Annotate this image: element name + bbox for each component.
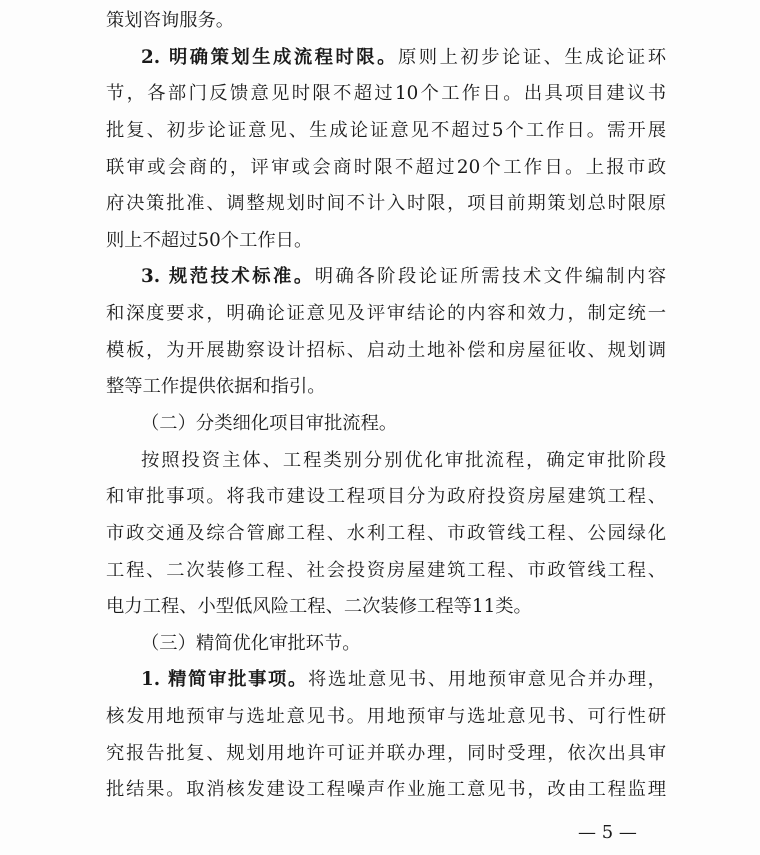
text-line	[106, 185, 666, 222]
text-line	[106, 478, 666, 515]
text-line	[106, 295, 666, 332]
text-line	[106, 698, 666, 735]
text-line	[106, 222, 666, 259]
text-line	[106, 112, 666, 149]
text-line	[106, 368, 666, 405]
line-text: 市政交通及综合管廊工程、水利工程、市政管线工程、公园绿化	[106, 523, 666, 544]
text-line	[106, 588, 666, 625]
section-heading	[141, 405, 666, 442]
text-line	[106, 332, 666, 369]
numbered-paragraph-heading	[141, 661, 666, 698]
line-text: 核发用地预审与选址意见书。用地预审与选址意见书、可行性研	[106, 706, 666, 727]
line-text: 策划咨询服务。	[106, 10, 235, 31]
section-heading-text: （三）精简优化审批环节。	[141, 633, 361, 654]
line-text: 按照投资主体、工程类别分别优化审批流程，确定审批阶段	[141, 450, 666, 471]
line-text: 工程、二次装修工程、社会投资房屋建筑工程、市政管线工程、	[106, 560, 666, 581]
section-heading-text: （二）分类细化项目审批流程。	[141, 413, 398, 434]
text-line	[106, 515, 666, 552]
text-line	[106, 771, 666, 808]
line-text: 明确各阶段论证所需技术文件编制内容	[314, 266, 666, 287]
section-heading	[141, 625, 666, 662]
line-text: 模板，为开展勘察设计招标、启动土地补偿和房屋征收、规划调	[106, 340, 666, 361]
line-text: 整等工作提供依据和指引。	[106, 376, 326, 397]
numbered-paragraph-heading	[141, 258, 666, 295]
numbered-paragraph-heading	[141, 39, 666, 76]
text-line	[141, 442, 666, 479]
text-line	[106, 2, 666, 39]
item-heading: 2. 明确策划生成流程时限。	[141, 47, 398, 68]
line-text: 府决策批准、调整规划时间不计入时限，项目前期策划总时限原	[106, 193, 666, 214]
line-text: 和审批事项。将我市建设工程项目分为政府投资房屋建筑工程、	[106, 486, 666, 507]
line-text: 联审或会商的，评审或会商时限不超过20个工作日。上报市政	[106, 157, 666, 178]
item-heading: 1. 精简审批事项。	[141, 669, 309, 690]
line-text: 批结果。取消核发建设工程噪声作业施工意见书，改由工程监理	[106, 779, 666, 800]
item-heading: 3. 规范技术标准。	[141, 266, 315, 287]
line-text: 电力工程、小型低风险工程、二次装修工程等11类。	[106, 596, 532, 617]
line-text: 原则上初步论证、生成论证环	[397, 47, 666, 68]
text-line	[106, 552, 666, 589]
line-text: 批复、初步论证意见、生成论证意见不超过5个工作日。需开展	[106, 120, 666, 141]
line-text: 将选址意见书、用地预审意见合并办理，	[308, 669, 666, 690]
text-line	[106, 75, 666, 112]
text-line	[106, 149, 666, 186]
line-text: 究报告批复、规划用地许可证并联办理，同时受理，依次出具审	[106, 743, 666, 764]
page-number: — 5 —	[578, 822, 637, 843]
line-text: 则上不超过50个工作日。	[106, 230, 313, 251]
line-text: 节，各部门反馈意见时限不超过10个工作日。出具项目建议书	[106, 83, 666, 104]
line-text: 和深度要求，明确论证意见及评审结论的内容和效力，制定统一	[106, 303, 666, 324]
text-line	[106, 735, 666, 772]
